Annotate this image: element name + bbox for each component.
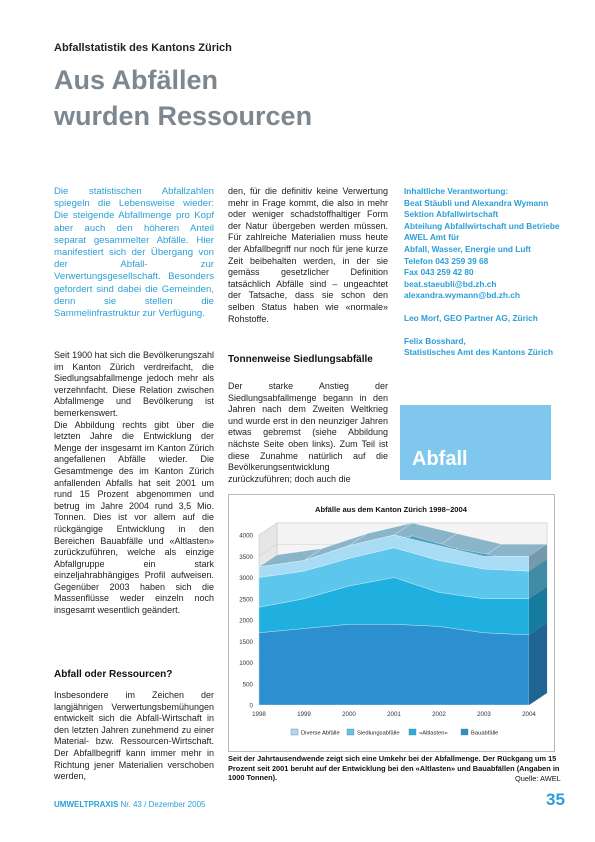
credits-heading: Inhaltliche Verantwortung: [404,186,509,196]
x-tick-label: 2000 [342,711,356,718]
area-chart-svg [229,495,554,751]
page-title [54,62,474,134]
x-tick-label: 2002 [432,711,446,718]
paragraph: Insbesondere im Zeichen der langjährigen Verwertungsbemühungen entwickelt sich die Abfall-Wirtschaft in den letzten Jahren zunehmend zu einer Material- bzw. Ressourcen-Wirtschaft. Der Abfallbegriff kann immer mehr in Richtung jener Materialien verschoben werden, [54,690,214,782]
legend-swatch [291,729,298,735]
chart [228,494,555,752]
y-tick-label: 2000 [239,617,253,625]
credit-line: Telefon 043 259 39 68 [404,255,489,266]
column-1-text-continued [54,690,214,783]
x-tick-label: 2004 [522,711,536,718]
y-tick-label: 1500 [239,638,253,646]
credit-line: Abfall, Wasser, Energie und Luft [404,243,531,254]
credit-line: Beat Stäubli und Alexandra Wymann [404,197,549,208]
area-series [259,624,529,705]
legend-label: Bauabfälle [471,730,499,737]
legend-swatch [461,729,468,735]
chart-source: Quelle: AWEL [515,774,561,783]
y-tick-label: 3500 [239,553,253,561]
y-tick-label: 1000 [239,660,253,667]
y-tick-label: 4000 [239,532,253,540]
y-tick-label: 3000 [239,575,253,582]
kicker: Abfallstatistik des Kantons Zürich [54,42,232,54]
paragraph: Die Abbildung rechts gibt über die letzten Jahre die Entwicklung der Menge der insgesamt im Kanton Zürich angefallenen Abfälle wieder. Die Gesamtmenge des im Kanton Zürich anfallenden Abfalls hat seit 2001 um rund 15 Prozent abgenommen und betrug im Jahre 2004 rund 3,5 Mio. Tonnen. Dies ist vor allem auf die rückgängige Entwicklung in den Bereichen Bauabfälle und «Altlasten» zurückzuführen, welche als einzige Abfallgruppe ein stark einzeljahrabhängiges Profil aufweisen. Gegenüber 2003 haben sich die Massenflüsse weder einzeln noch insgesamt wesentlich geändert. [54,419,214,616]
credit-line: Leo Morf, GEO Partner AG, Zürich [404,312,538,323]
credits [404,186,564,359]
x-tick-label: 1999 [297,711,311,718]
lead-paragraph: Die statistischen Abfallzahlen spiegeln die Lebensweise wieder: Die steigende Abfallmenge pro Kopf aber auch den höheren Anteil separat gesammelter Abfälle. Hier manifestiert sich der Übergang von der Abfall- zur Verwertungsgesellschaft. Besonders gefordert sind dabei die Gemeinden, denn sie stellen die Sammelinfrastruktur zur Verfügung. [54,186,214,320]
journal-issue: Nr. 43 / Dezember 2005 [120,800,206,809]
legend-label: Diverse Abfälle [301,730,340,737]
paragraph: den, für die definitiv keine Verwertung mehr in Frage kommt, die also in mehr oder weniger schadstoffhaltiger Form der Natur übergeben werden müssen. Für zahlreiche Materialien muss heute der Abfallbegriff nur noch für jene kurze Zeit beibehalten werden, in der sie gemäss gesetzlicher Definition tatsächlich Abfälle sind – ungeachtet der Tatsache, dass sie schon den selben Status haben wie «normale» Rohstoffe. [228,186,388,324]
credit-line: Statistisches Amt des Kantons Zürich [404,347,554,358]
subheading-siedlungsabfaelle: Tonnenweise Siedlungsabfälle [228,354,373,365]
y-tick-label: 0 [249,702,253,710]
credit-email[interactable]: beat.staeubli@bd.zh.ch [404,278,497,289]
chart-caption: Seit der Jahrtausendwende zeigt sich eine Umkehr bei der Abfallmenge. Der Rückgang um 15 Prozent seit 2001 beruht auf der Entwicklung bei den «Altlasten» und Bauabfällen (Angaben in 1000 Tonnen). [228,754,560,783]
credit-line: Sektion Abfallwirtschaft [404,209,499,220]
journal-name: UMWELTPRAXIS [54,800,119,809]
credit-line: Felix Bosshard, [404,335,466,346]
x-tick-label: 1998 [252,711,266,718]
area-side-face [529,623,547,705]
y-tick-label: 500 [242,681,253,689]
legend-swatch [347,729,354,735]
title-line-1: Aus Abfällen [54,65,219,95]
section-tag-label: Abfall [412,448,468,470]
column-1-text [54,350,214,617]
credit-line: Fax 043 259 42 80 [404,267,474,278]
credit-line: Abteilung Abfallwirtschaft und Betriebe [404,220,560,231]
y-tick-label: 2500 [239,596,253,604]
legend-swatch [409,729,416,735]
title-line-2: wurden Ressourcen [54,101,313,131]
column-2-text-continued [228,381,388,485]
x-tick-label: 2001 [387,711,401,718]
credit-line: AWEL Amt für [404,232,460,243]
legend-label: Siedlungsabfälle [357,730,400,737]
paragraph: Seit 1900 hat sich die Bevölkerungszahl im Kanton Zürich verdreifacht, die Siedlungsabfallmenge jedoch mehr als verzehnfacht. Diese Relation zwischen Abfallmenge und Bevölkerung ist bemerkenswert. [54,350,214,418]
page-number: 35 [546,790,565,809]
legend-label: «Altlasten» [419,730,448,737]
chart-title: Abfälle aus dem Kanton Zürich 1998–2004 [315,505,467,514]
x-tick-label: 2003 [477,711,491,718]
paragraph: Der starke Anstieg der Siedlungsabfallmenge begann in den Jahren nach dem Zweiten Weltkrieg und wurde erst in den neunziger Jahren etwas gebremst (siehe Abbildung nächste Seite oben links). Zum Teil ist diese Zunahme natürlich auf die Bevölkerungsentwicklung zurückzuführen; doch auch die [228,381,388,484]
column-2-text [228,186,388,325]
credit-email[interactable]: alexandra.wymann@bd.zh.ch [404,290,520,301]
subheading-abfall-oder-ressourcen: Abfall oder Ressourcen? [54,669,173,680]
footer-journal [54,800,205,809]
